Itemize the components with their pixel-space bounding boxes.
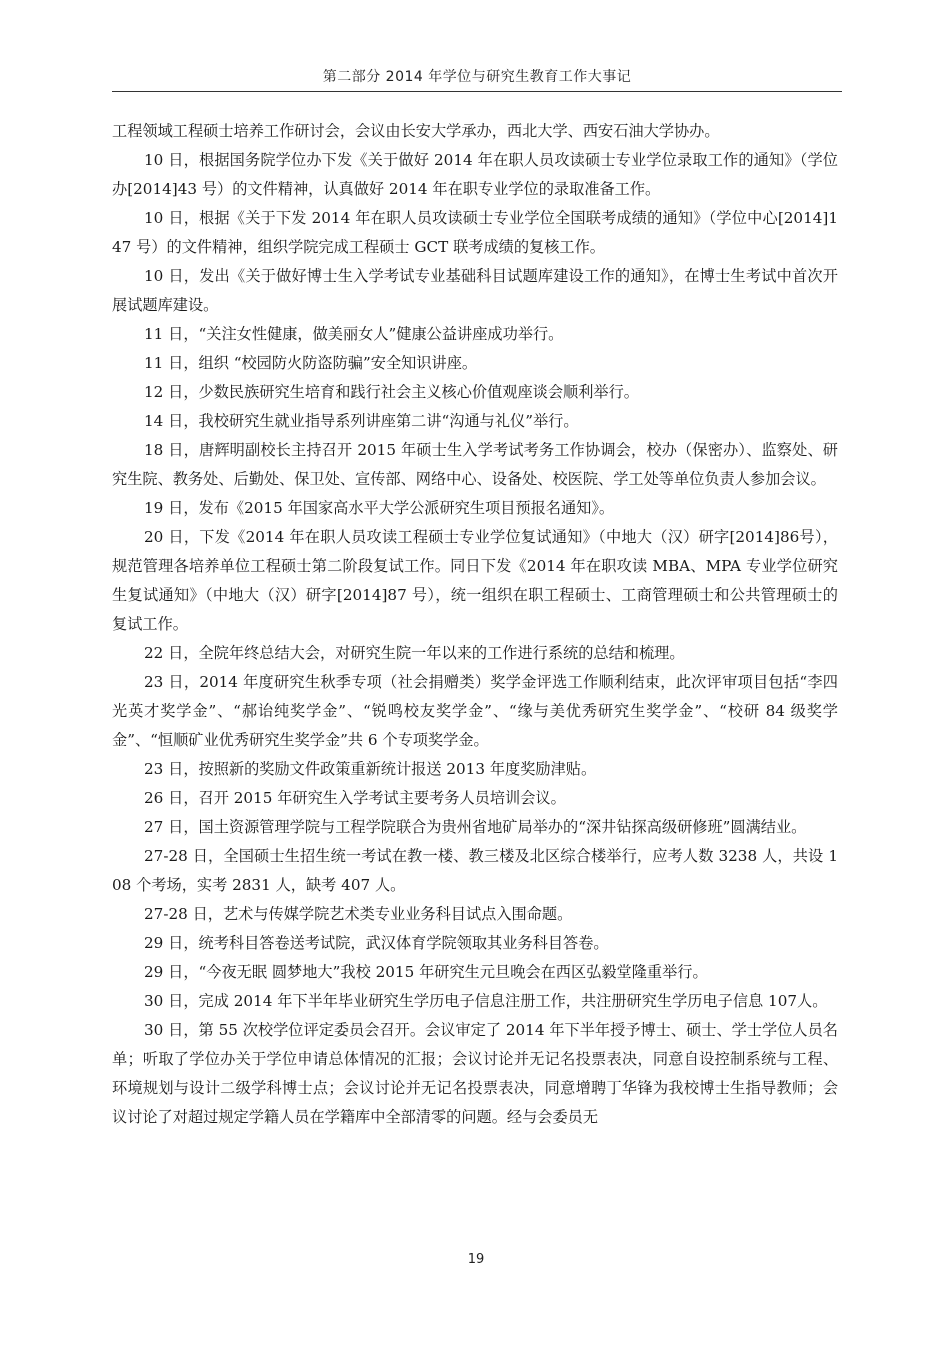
paragraph: 26 日，召开 2015 年研究生入学考试主要考务人员培训会议。: [144, 789, 566, 807]
paragraph: 14 日，我校研究生就业指导系列讲座第二讲“沟通与礼仪”举行。: [144, 412, 579, 430]
paragraph: 10 日，发出《关于做好博士生入学考试专业基础科目试题库建设工作的通知》，在博士生考试中首次开展试题库建设。: [112, 267, 838, 314]
paragraph: 27-28 日，全国硕士生招生统一考试在教一楼、教三楼及北区综合楼举行，应考人数 3238 人，共设 108 个考场，实考 2831 人，缺考 407 人。: [112, 847, 838, 894]
paragraph: 30 日，第 55 次校学位评定委员会召开。会议审定了 2014 年下半年授予博士、硕士、学士学位人员名单；听取了学位办关于学位申请总体情况的汇报；会议讨论并无记名投票表决，同意自设控制系统与工程、环境规划与设计二级学科博士点；会议讨论并无记名投票表决，同意增聘丁华锋为我校博士生指导教师；会议讨论了对超过规定学籍人员在学籍库中全部清零的问题。经与会委员无: [112, 1021, 838, 1126]
paragraph: 12 日，少数民族研究生培育和践行社会主义核心价值观座谈会顺利举行。: [144, 383, 639, 401]
paragraph: 10 日，根据国务院学位办下发《关于做好 2014 年在职人员攻读硕士专业学位录取工作的通知》（学位办[2014]43 号）的文件精神，认真做好 2014 年在职专业学位的录取准备工作。: [112, 151, 838, 198]
paragraph: 19 日，发布《2015 年国家高水平大学公派研究生项目预报名通知》。: [144, 499, 615, 517]
page-number: 19: [467, 1252, 485, 1267]
body-text: [112, 117, 838, 1132]
running-head-title: 第二部分 2014 年学位与研究生教育工作大事记: [322, 69, 632, 85]
paragraph: 22 日，全院年终总结大会，对研究生院一年以来的工作进行系统的总结和梳理。: [144, 644, 685, 662]
paragraph: 23 日，按照新的奖励文件政策重新统计报送 2013 年度奖励津贴。: [144, 760, 597, 778]
paragraph: 29 日，“今夜无眠 圆梦地大”我校 2015 年研究生元旦晚会在西区弘毅堂隆重举行。: [144, 963, 708, 981]
paragraph: 23 日，2014 年度研究生秋季专项（社会捐赠类）奖学金评选工作顺利结束，此次评审项目包括“李四光英才奖学金”、“郝诒纯奖学金”、“锐鸣校友奖学金”、“缘与美优秀研究生奖学金”、“校研 84 级奖学金”、“恒顺矿业优秀研究生奖学金”共 6 个专项奖学金。: [112, 673, 838, 749]
header-divider: [112, 91, 842, 92]
paragraph: 10 日，根据《关于下发 2014 年在职人员攻读硕士专业学位全国联考成绩的通知》（学位中心[2014]147 号）的文件精神，组织学院完成工程硕士 GCT 联考成绩的复核工作。: [112, 209, 838, 256]
page-header: [112, 66, 842, 86]
paragraph: 11 日，“关注女性健康，做美丽女人”健康公益讲座成功举行。: [144, 325, 564, 343]
paragraph: 20 日，下发《2014 年在职人员攻读工程硕士专业学位复试通知》（中地大（汉）研字[2014]86号），规范管理各培养单位工程硕士第二阶段复试工作。同日下发《2014 年在职攻读 MBA、MPA 专业学位研究生复试通知》（中地大（汉）研字[2014]87 号），统一组织在职工程硕士、工商管理硕士和公共管理硕士的复试工作。: [112, 528, 838, 633]
paragraph: 18 日，唐辉明副校长主持召开 2015 年硕士生入学考试考务工作协调会，校办（保密办）、监察处、研究生院、教务处、后勤处、保卫处、宣传部、网络中心、设备处、校医院、学工处等单位负责人参加会议。: [112, 441, 838, 488]
paragraph: 工程领域工程硕士培养工作研讨会，会议由长安大学承办，西北大学、西安石油大学协办。: [112, 122, 720, 140]
paragraph: 27 日，国土资源管理学院与工程学院联合为贵州省地矿局举办的“深井钻探高级研修班”圆满结业。: [144, 818, 807, 836]
paragraph: 27-28 日，艺术与传媒学院艺术类专业业务科目试点入围命题。: [144, 905, 573, 923]
paragraph: 30 日，完成 2014 年下半年毕业研究生学历电子信息注册工作，共注册研究生学历电子信息 107人。: [144, 992, 828, 1010]
paragraph: 11 日，组织 “校园防火防盗防骗”安全知识讲座。: [144, 354, 478, 372]
paragraph: 29 日，统考科目答卷送考试院，武汉体育学院领取其业务科目答卷。: [144, 934, 609, 952]
